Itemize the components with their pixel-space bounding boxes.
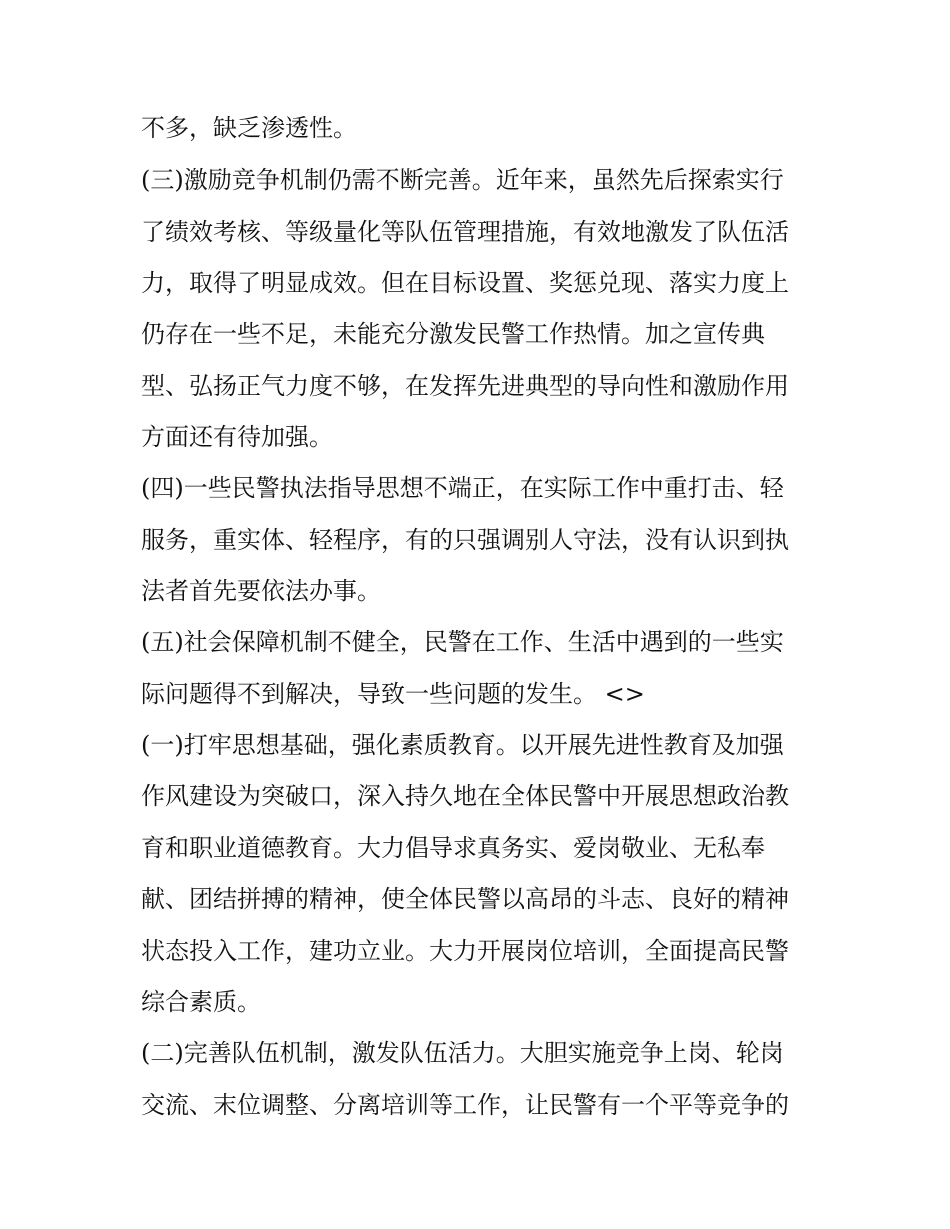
text-line: 了绩效考核、等级量化等队伍管理措施，有效地激发了队伍活 [141,218,789,246]
text-line: 育和职业道德教育。大力倡导求真务实、爱岗敬业、无私奉 [141,834,765,862]
text-line: 作风建设为突破口，深入持久地在全体民警中开展思想政治教 [141,782,789,810]
text-line: 状态投入工作，建功立业。大力开展岗位培训，全面提高民警 [141,937,789,965]
text-line: (五)社会保障机制不健全，民警在工作、生活中遇到的一些实 [141,628,784,656]
text-line: 不多，缺乏渗透性。 [141,114,357,142]
text-line: 法者首先要依法办事。 [141,577,381,605]
text-line: (一)打牢思想基础，强化素质教育。以开展先进性教育及加强 [141,731,784,759]
text-line: (二)完善队伍机制，激发队伍活力。大胆实施竞争上岗、轮岗 [141,1039,784,1067]
text-line: 力，取得了明显成效。但在目标设置、奖惩兑现、落实力度上 [141,269,789,297]
text-line: (四)一些民警执法指导思想不端正，在实际工作中重打击、轻 [141,474,784,502]
text-line: 型、弘扬正气力度不够，在发挥先进典型的导向性和激励作用 [141,372,789,400]
text-line: 综合素质。 [141,988,261,1016]
text-line: 服务，重实体、轻程序，有的只强调别人守法，没有认识到执 [141,526,789,554]
text-line: 际问题得不到解决，导致一些问题的发生。 <> [141,680,645,708]
text-line: 交流、末位调整、分离培训等工作，让民警有一个平等竞争的 [141,1091,789,1119]
text-line: (三)激励竞争机制仍需不断完善。近年来，虽然先后探索实行 [141,166,784,194]
text-line: 仍存在一些不足，未能充分激发民警工作热情。加之宣传典 [141,320,765,348]
text-line: 方面还有待加强。 [141,423,333,451]
text-line: 献、团结拼搏的精神，使全体民警以高昂的斗志、良好的精神 [141,885,789,913]
